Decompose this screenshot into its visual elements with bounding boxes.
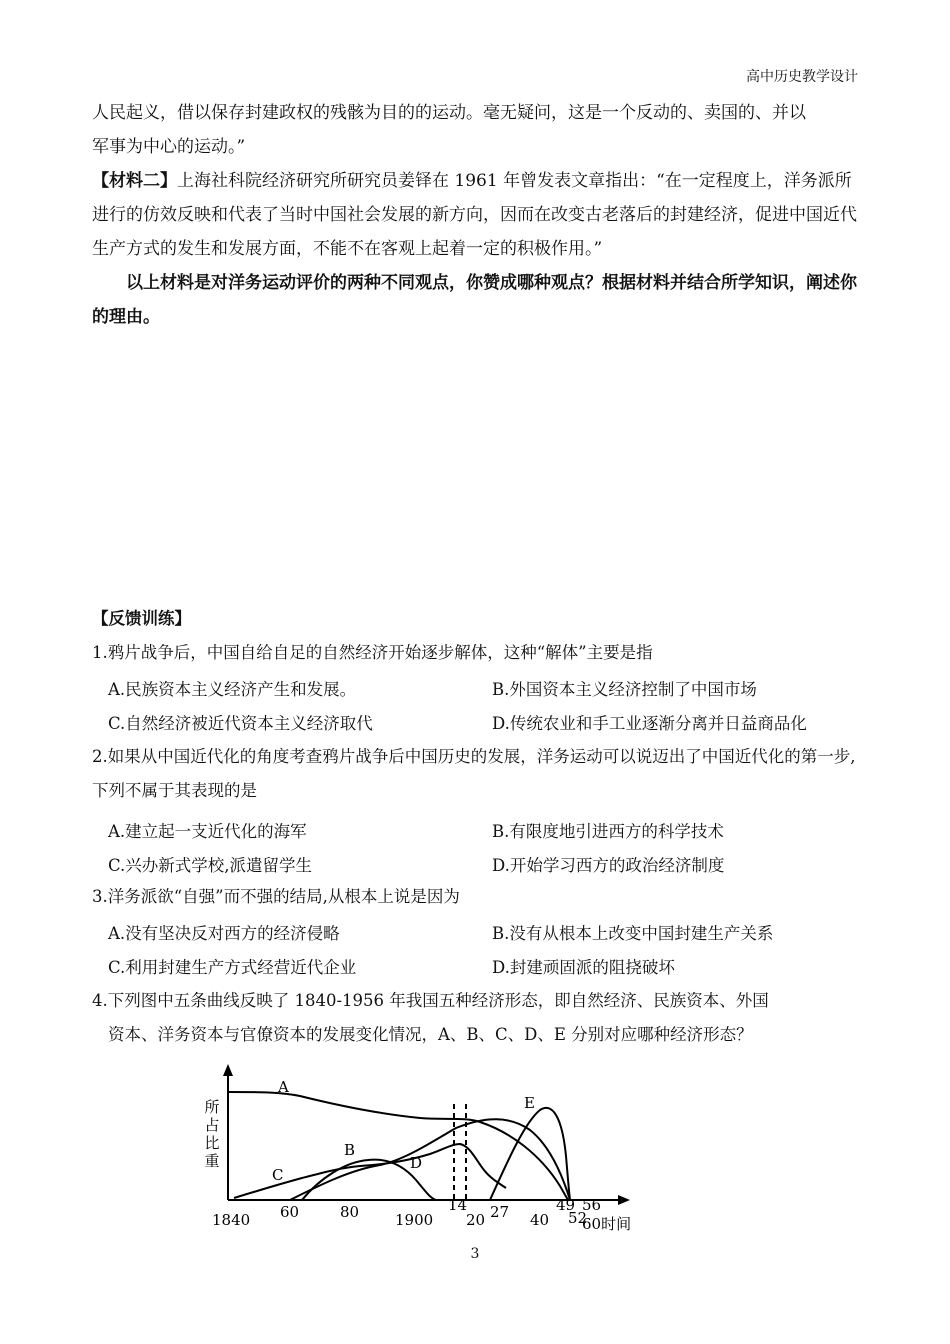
q3-option-a: A.没有坚决反对西方的经济侵略 <box>108 924 340 943</box>
page-number: 3 <box>470 1246 480 1262</box>
material-two-text: 上海社科院经济研究所研究员姜铎在 1961 年曾发表文章指出：“在一定程度上，洋务派所进行的仿效反映和代表了当时中国社会发展的新方向，因而在改变古老落后的封建经济，促进中国近代生产方式的发生和发展方面，不能不在客观上起着一定的积极作用。” <box>92 171 857 259</box>
y-axis-arrow <box>223 1064 233 1076</box>
curve-label-e: E <box>524 1094 535 1112</box>
curve-label-d: D <box>410 1154 423 1172</box>
q3-option-b: B.没有从根本上改变中国封建生产关系 <box>492 924 774 943</box>
page-header: 高中历史教学设计 <box>746 69 858 85</box>
q2-option-c: C.兴办新式学校,派遣留学生 <box>108 856 313 875</box>
x-tick-labels <box>212 1196 631 1233</box>
x-tick-40: 40 <box>530 1211 550 1229</box>
q3-stem: 3.洋务派欲“自强”而不强的结局,从根本上说是因为 <box>92 887 460 906</box>
essay-question: 以上材料是对洋务运动评价的两种不同观点，你赞成哪种观点？根据材料并结合所学知识，阐述你的理由。 <box>92 273 857 327</box>
material-one-line-2: 军事为中心的运动。” <box>92 137 246 157</box>
q1-stem: 1.鸦片战争后，中国自给自足的自然经济开始逐步解体，这种“解体”主要是指 <box>92 643 653 662</box>
x-tick-1840: 1840 <box>212 1211 251 1229</box>
material-one-line-1: 人民起义，借以保存封建政权的残骸为目的的运动。毫无疑问，这是一个反动的、卖国的、并以 <box>92 103 806 123</box>
curve-d <box>290 1119 570 1200</box>
q1-option-d: D.传统农业和手工业逐渐分离并日益商品化 <box>492 714 807 733</box>
curve-label-c: C <box>272 1166 284 1184</box>
q2-stem: 2.如果从中国近代化的角度考查鸦片战争后中国历史的发展，洋务运动可以说迈出了中国近代化的第一步, 下列不属于其表现的是 <box>92 747 856 800</box>
x-tick-52: 52 <box>568 1209 588 1227</box>
x-tick-60: 60 <box>280 1203 300 1221</box>
economy-curves-chart <box>190 1060 650 1240</box>
q1-option-b: B.外国资本主义经济控制了中国市场 <box>492 680 757 699</box>
q1-option-a: A.民族资本主义经济产生和发展。 <box>108 680 357 699</box>
x-tick-49: 49 <box>556 1196 576 1214</box>
material-two-tag: 【材料二】 <box>92 171 177 191</box>
q1-option-c: C.自然经济被近代资本主义经济取代 <box>108 714 373 733</box>
y-axis-label-text: 所占比重 <box>204 1098 220 1170</box>
x-tick-27: 27 <box>490 1203 510 1221</box>
y-axis-label <box>204 1098 219 1170</box>
x-axis-arrow <box>618 1195 630 1205</box>
x-tick-20: 20 <box>466 1211 486 1229</box>
x-tick-56: 56 <box>582 1196 602 1214</box>
q2-option-a: A.建立起一支近代化的海军 <box>108 822 307 841</box>
curve-label-b: B <box>344 1141 356 1159</box>
q2-option-b: B.有限度地引进西方的科学技术 <box>492 822 724 841</box>
x-tick-14: 14 <box>448 1196 468 1214</box>
x-tick-80: 80 <box>340 1203 360 1221</box>
q3-option-c: C.利用封建生产方式经营近代企业 <box>108 958 357 977</box>
feedback-title: 【反馈训练】 <box>92 609 191 628</box>
q4-stem-line-1: 4.下列图中五条曲线反映了 1840-1956 年我国五种经济形态，即自然经济、民族资本、外国 <box>92 991 769 1010</box>
q2-option-d: D.开始学习西方的政治经济制度 <box>492 856 725 875</box>
q3-option-d: D.封建顽固派的阻挠破坏 <box>492 958 675 977</box>
q4-stem-line-2: 资本、洋务资本与官僚资本的发展变化情况，A、B、C、D、E 分别对应哪种经济形态？ <box>108 1025 753 1044</box>
x-tick-1900: 1900 <box>395 1211 434 1229</box>
x-tick-60: 60时间 <box>582 1215 632 1233</box>
curve-label-a: A <box>278 1078 289 1096</box>
material-two <box>92 164 864 266</box>
